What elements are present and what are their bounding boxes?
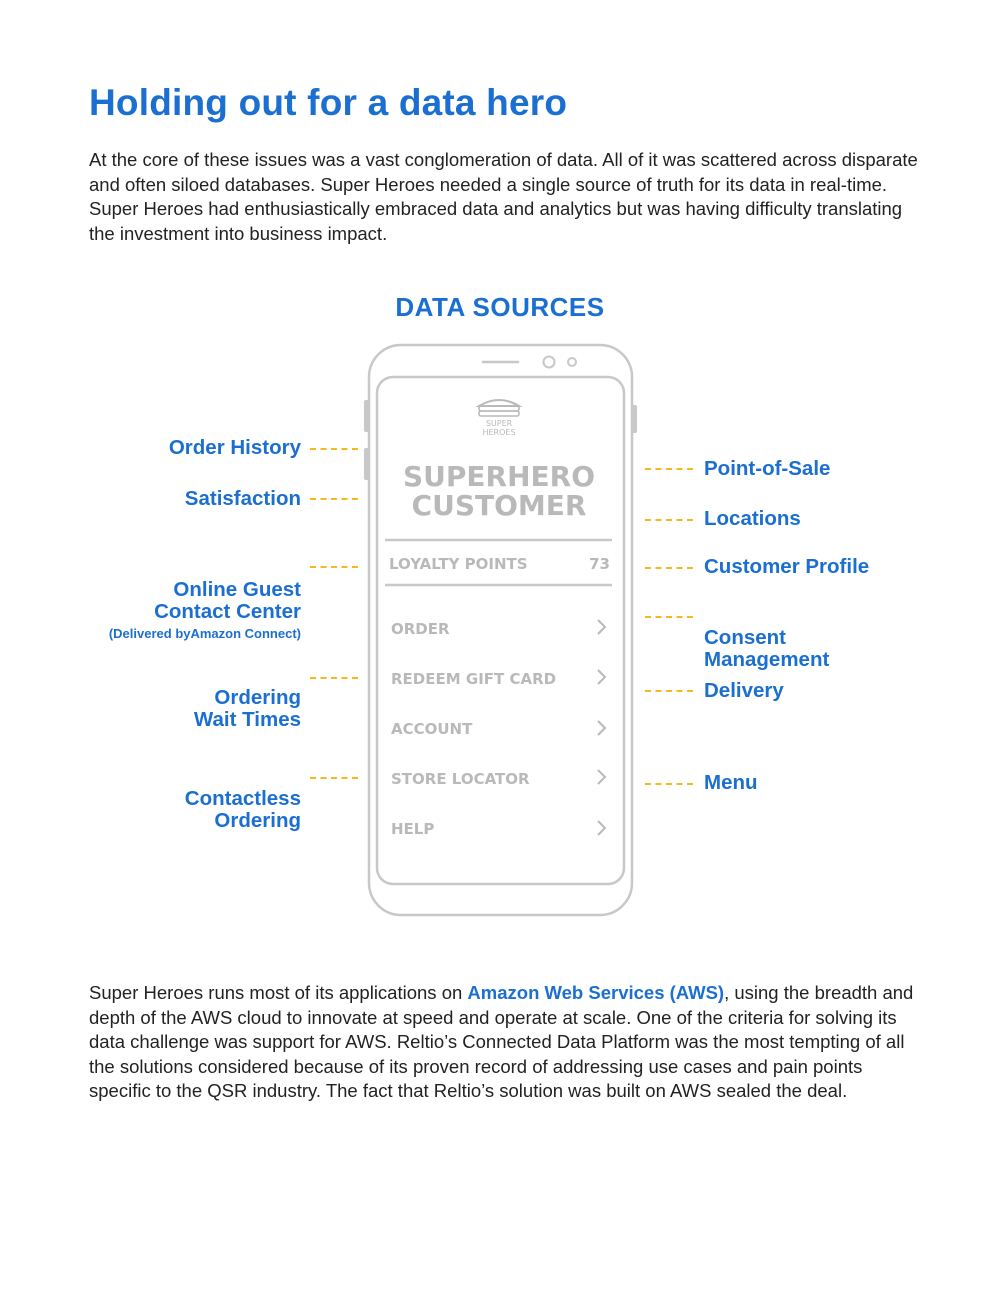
phone-title-line2: CUSTOMER (411, 489, 587, 522)
connector-line (645, 783, 693, 785)
data-sources-heading: DATA SOURCES (395, 292, 605, 322)
source-online-guest-contact-center: Online Guest Contact Center (Delivered byAmazon Connect) (108, 578, 301, 641)
connector-line (310, 448, 358, 450)
connector-line (645, 616, 693, 618)
logo-text-line2: HEROES (482, 428, 516, 437)
source-order-history: Order History (168, 436, 301, 459)
loyalty-points-label: LOYALTY POINTS (389, 555, 528, 573)
aws-link[interactable]: Amazon Web Services (AWS) (467, 982, 725, 1003)
source-delivery: Delivery (704, 679, 784, 702)
source-locations: Locations (704, 507, 801, 530)
connector-line (310, 498, 358, 500)
logo-text-line1: SUPER (485, 419, 513, 428)
source-contactless-ordering: Contactless Ordering (184, 787, 301, 832)
connector-line (310, 566, 358, 568)
connector-line (310, 677, 358, 679)
phone-title-line1: SUPERHERO (402, 460, 596, 493)
loyalty-points-value: 73 (589, 555, 610, 573)
connector-line (645, 468, 693, 470)
source-subnote: (Delivered byAmazon Connect) (108, 626, 301, 641)
source-menu: Menu (704, 771, 758, 794)
connector-line (645, 519, 693, 521)
connector-line (645, 690, 693, 692)
source-ordering-wait-times: Ordering Wait Times (193, 686, 301, 731)
source-customer-profile: Customer Profile (704, 555, 870, 578)
svg-text:STORE LOCATOR: STORE LOCATOR (391, 770, 530, 788)
page-title: Holding out for a data hero (89, 82, 568, 123)
source-satisfaction: Satisfaction (184, 487, 301, 510)
svg-text:REDEEM GIFT CARD: REDEEM GIFT CARD (391, 670, 557, 688)
intro-paragraph: At the core of these issues was a vast conglomeration of data. All of it was scattered across disparate and often siloed databases. Super Heroes needed a single source of truth for its data in real-time. Super Heroes had enthusiastically embraced data and analytics but was having difficulty translating the investment into business impact. (89, 149, 918, 244)
source-consent-management: Consent Management (704, 626, 830, 671)
connector-line (310, 777, 358, 779)
source-point-of-sale: Point-of-Sale (704, 457, 831, 480)
connector-line (645, 567, 693, 569)
svg-text:ACCOUNT: ACCOUNT (391, 720, 473, 738)
closing-paragraph: Super Heroes runs most of its applications on Amazon Web Services (AWS), using the breadth and depth of the AWS cloud to innovate at speed and operate at scale. One of the criteria for solving its data challenge was support for AWS. Reltio’s Connected Data Platform was the most tempting of all the solutions considered because of its proven record of addressing use cases and pain points specific to the QSR industry. The fact that Reltio’s solution was built on AWS sealed the deal. (89, 982, 914, 1101)
svg-text:HELP: HELP (391, 820, 435, 838)
svg-text:ORDER: ORDER (391, 620, 450, 638)
